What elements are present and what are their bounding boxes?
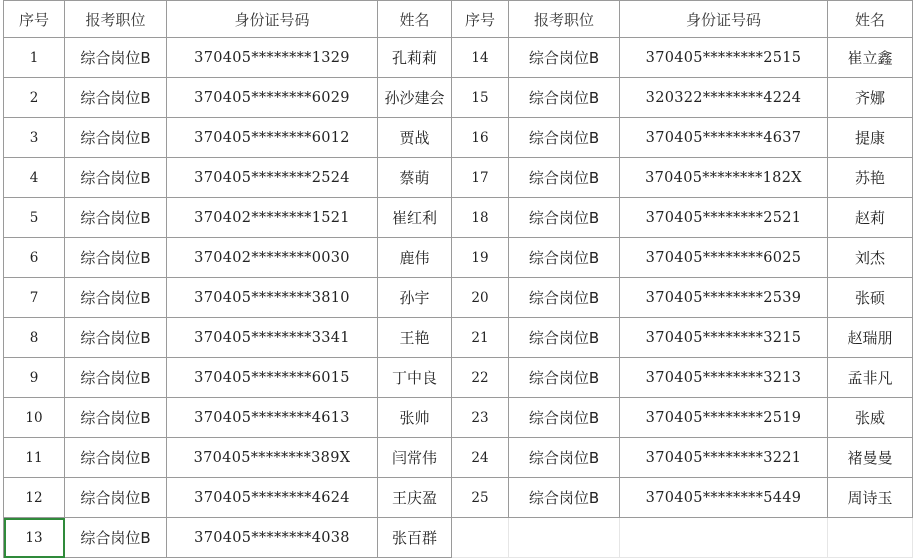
left-cell-id[interactable]: 370405********3341 [167,318,378,358]
right-cell-name[interactable]: 赵瑞朋 [828,318,913,358]
right-cell-name[interactable]: 孟非凡 [828,358,913,398]
right-cell-no[interactable]: 14 [452,38,509,78]
header-cell: 身份证号码 [167,1,378,38]
left-cell-name[interactable]: 丁中良 [378,358,452,398]
left-cell-name[interactable]: 贾战 [378,118,452,158]
table-row [4,318,913,358]
left-cell-name[interactable]: 孙宇 [378,278,452,318]
empty-cell[interactable] [509,518,620,558]
empty-cell[interactable] [452,518,509,558]
right-cell-id[interactable]: 320322********4224 [620,78,828,118]
right-cell-no[interactable]: 25 [452,478,509,518]
left-cell-id[interactable]: 370405********4624 [167,478,378,518]
right-cell-no[interactable]: 22 [452,358,509,398]
right-cell-id[interactable]: 370405********2521 [620,198,828,238]
candidate-table [3,0,913,558]
right-cell-no[interactable]: 24 [452,438,509,478]
right-cell-name[interactable]: 赵莉 [828,198,913,238]
left-cell-pos[interactable]: 综合岗位B [65,398,167,438]
header-row [4,1,913,38]
table-row [4,358,913,398]
left-cell-no[interactable]: 2 [4,78,65,118]
left-cell-pos[interactable]: 综合岗位B [65,158,167,198]
left-cell-id[interactable]: 370405********2524 [167,158,378,198]
left-cell-id[interactable]: 370405********6015 [167,358,378,398]
header-cell: 序号 [4,1,65,38]
left-cell-no[interactable]: 1 [4,38,65,78]
right-cell-pos[interactable]: 综合岗位B [509,398,620,438]
right-cell-name[interactable]: 苏艳 [828,158,913,198]
right-cell-no[interactable]: 16 [452,118,509,158]
left-cell-id[interactable]: 370405********3810 [167,278,378,318]
table-row [4,518,913,558]
right-cell-pos[interactable]: 综合岗位B [509,358,620,398]
left-cell-pos[interactable]: 综合岗位B [65,78,167,118]
left-cell-no[interactable]: 4 [4,158,65,198]
empty-cell[interactable] [620,518,828,558]
table-body [4,38,913,558]
left-cell-no[interactable]: 10 [4,398,65,438]
left-cell-no[interactable]: 7 [4,278,65,318]
left-cell-name[interactable]: 王庆盈 [378,478,452,518]
right-cell-id[interactable]: 370405********4637 [620,118,828,158]
right-cell-name[interactable]: 崔立鑫 [828,38,913,78]
right-cell-id[interactable]: 370405********6025 [620,238,828,278]
right-cell-no[interactable]: 19 [452,238,509,278]
right-cell-pos[interactable]: 综合岗位B [509,438,620,478]
table-row [4,478,913,518]
right-cell-name[interactable]: 褚曼曼 [828,438,913,478]
left-cell-pos[interactable]: 综合岗位B [65,278,167,318]
left-cell-no[interactable]: 5 [4,198,65,238]
table-row [4,278,913,318]
right-cell-id[interactable]: 370405********3221 [620,438,828,478]
table-row [4,118,913,158]
right-cell-pos[interactable]: 综合岗位B [509,318,620,358]
left-cell-id[interactable]: 370405********1329 [167,38,378,78]
right-cell-no[interactable]: 17 [452,158,509,198]
left-cell-no[interactable]: 3 [4,118,65,158]
header-cell: 姓名 [378,1,452,38]
header-cell: 序号 [452,1,509,38]
left-cell-pos[interactable]: 综合岗位B [65,198,167,238]
right-cell-name[interactable]: 周诗玉 [828,478,913,518]
left-cell-id[interactable]: 370405********6012 [167,118,378,158]
right-cell-name[interactable]: 张硕 [828,278,913,318]
right-cell-pos[interactable]: 综合岗位B [509,78,620,118]
left-cell-id[interactable]: 370405********389X [167,438,378,478]
table-row [4,398,913,438]
right-cell-name[interactable]: 齐娜 [828,78,913,118]
left-cell-name[interactable]: 孔莉莉 [378,38,452,78]
right-cell-name[interactable]: 张威 [828,398,913,438]
header-cell: 报考职位 [65,1,167,38]
right-cell-id[interactable]: 370405********5449 [620,478,828,518]
right-cell-id[interactable]: 370405********182X [620,158,828,198]
left-cell-pos[interactable]: 综合岗位B [65,478,167,518]
right-cell-no[interactable]: 15 [452,78,509,118]
left-cell-name[interactable]: 王艳 [378,318,452,358]
header-cell: 姓名 [828,1,913,38]
left-cell-no[interactable]: 11 [4,438,65,478]
left-cell-id[interactable]: 370405********6029 [167,78,378,118]
left-cell-id[interactable]: 370405********4613 [167,398,378,438]
left-cell-name[interactable]: 孙沙建会 [378,78,452,118]
header-cell: 身份证号码 [620,1,828,38]
table-row [4,238,913,278]
left-cell-no[interactable]: 13 [4,518,65,558]
right-cell-id[interactable]: 370405********3213 [620,358,828,398]
table-row [4,198,913,238]
right-cell-name[interactable]: 提康 [828,118,913,158]
right-cell-no[interactable]: 18 [452,198,509,238]
right-cell-pos[interactable]: 综合岗位B [509,118,620,158]
left-cell-no[interactable]: 9 [4,358,65,398]
table-row [4,158,913,198]
left-cell-pos[interactable]: 综合岗位B [65,358,167,398]
left-cell-id[interactable]: 370402********0030 [167,238,378,278]
left-cell-id[interactable]: 370405********4038 [167,518,378,558]
left-cell-pos[interactable]: 综合岗位B [65,518,167,558]
right-cell-pos[interactable]: 综合岗位B [509,238,620,278]
left-cell-pos[interactable]: 综合岗位B [65,118,167,158]
left-cell-no[interactable]: 6 [4,238,65,278]
left-cell-pos[interactable]: 综合岗位B [65,438,167,478]
right-cell-no[interactable]: 20 [452,278,509,318]
left-cell-name[interactable]: 张帅 [378,398,452,438]
table-row [4,78,913,118]
header-cell: 报考职位 [509,1,620,38]
table-row [4,438,913,478]
right-cell-no[interactable]: 23 [452,398,509,438]
left-cell-name[interactable]: 闫常伟 [378,438,452,478]
right-cell-pos[interactable]: 综合岗位B [509,158,620,198]
table-row [4,38,913,78]
right-cell-pos[interactable]: 综合岗位B [509,38,620,78]
left-cell-name[interactable]: 张百群 [378,518,452,558]
right-cell-id[interactable]: 370405********2539 [620,278,828,318]
left-cell-no[interactable]: 8 [4,318,65,358]
left-cell-name[interactable]: 蔡萌 [378,158,452,198]
left-cell-name[interactable]: 鹿伟 [378,238,452,278]
left-cell-pos[interactable]: 综合岗位B [65,238,167,278]
right-cell-id[interactable]: 370405********2519 [620,398,828,438]
left-cell-name[interactable]: 崔红利 [378,198,452,238]
right-cell-pos[interactable]: 综合岗位B [509,278,620,318]
left-cell-pos[interactable]: 综合岗位B [65,318,167,358]
left-cell-id[interactable]: 370402********1521 [167,198,378,238]
right-cell-pos[interactable]: 综合岗位B [509,198,620,238]
left-cell-no[interactable]: 12 [4,478,65,518]
right-cell-id[interactable]: 370405********2515 [620,38,828,78]
right-cell-pos[interactable]: 综合岗位B [509,478,620,518]
right-cell-no[interactable]: 21 [452,318,509,358]
right-cell-name[interactable]: 刘杰 [828,238,913,278]
right-cell-id[interactable]: 370405********3215 [620,318,828,358]
empty-cell[interactable] [828,518,913,558]
left-cell-pos[interactable]: 综合岗位B [65,38,167,78]
